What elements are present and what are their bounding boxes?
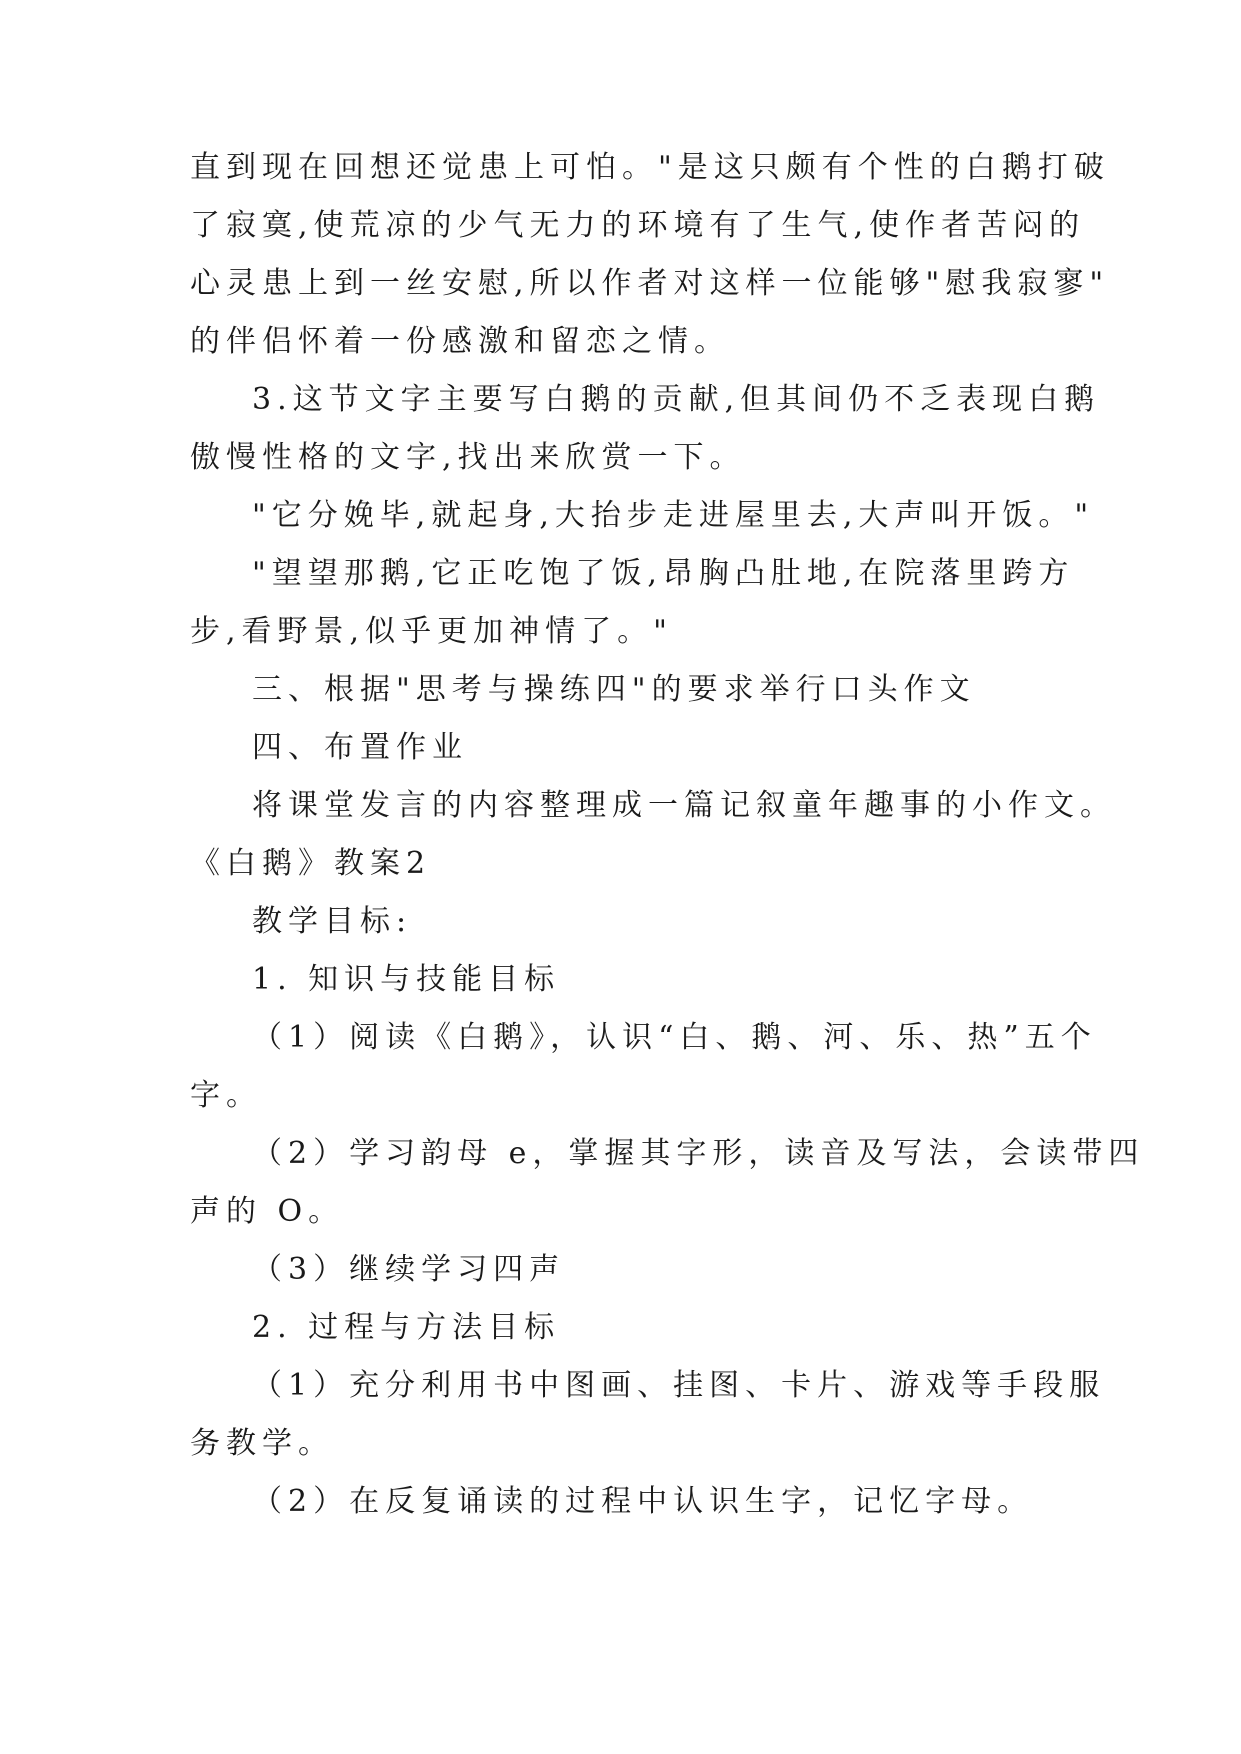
text-line: 声的 O。 bbox=[190, 1194, 345, 1229]
text-line: 3.这节文字主要写白鹅的贡献,但其间仍不乏表现白鹅 bbox=[252, 382, 1101, 417]
text-line: 的伴侣怀着一份感激和留恋之情。 bbox=[190, 324, 730, 359]
list-item: （2）在反复诵读的过程中认识生字，记忆字母。 bbox=[252, 1484, 1034, 1519]
text-line: 心灵患上到一丝安慰,所以作者对这样一位能够"慰我寂寥" bbox=[190, 266, 1110, 301]
quote-line: "它分娩毕,就起身,大抬步走进屋里去,大声叫开饭。" bbox=[252, 498, 1095, 533]
text-line: 将课堂发言的内容整理成一篇记叙童年趣事的小作文。 bbox=[252, 788, 1116, 823]
text-line: 傲慢性格的文字,找出来欣赏一下。 bbox=[190, 440, 746, 475]
text-line: 步,看野景,似乎更加神情了。" bbox=[190, 614, 673, 649]
list-item: （1）充分利用书中图画、挂图、卡片、游戏等手段服 bbox=[252, 1368, 1106, 1403]
list-item: （3）继续学习四声 bbox=[252, 1252, 566, 1287]
text-line: 了寂寞,使荒凉的少气无力的环境有了生气,使作者苦闷的 bbox=[190, 208, 1086, 243]
quote-line: "望望那鹅,它正吃饱了饭,昂胸凸肚地,在院落里跨方 bbox=[252, 556, 1075, 591]
section-heading: 四、布置作业 bbox=[252, 730, 468, 765]
subsection-heading: 2. 过程与方法目标 bbox=[252, 1310, 561, 1345]
text-line: 务教学。 bbox=[190, 1426, 334, 1461]
list-item: （2）学习韵母 e，掌握其字形，读音及写法，会读带四 bbox=[252, 1136, 1145, 1171]
subsection-heading: 1. 知识与技能目标 bbox=[252, 962, 561, 997]
section-heading: 教学目标: bbox=[252, 904, 413, 939]
list-item: （1）阅读《白鹅》，认识“白、鹅、河、乐、热”五个 bbox=[252, 1020, 1097, 1055]
document-title: 《白鹅》教案2 bbox=[190, 846, 432, 881]
text-line: 字。 bbox=[190, 1078, 262, 1113]
text-line: 直到现在回想还觉患上可怕。"是这只颇有个性的白鹅打破 bbox=[190, 150, 1110, 185]
section-heading: 三、根据"思考与操练四"的要求举行口头作文 bbox=[252, 672, 976, 707]
